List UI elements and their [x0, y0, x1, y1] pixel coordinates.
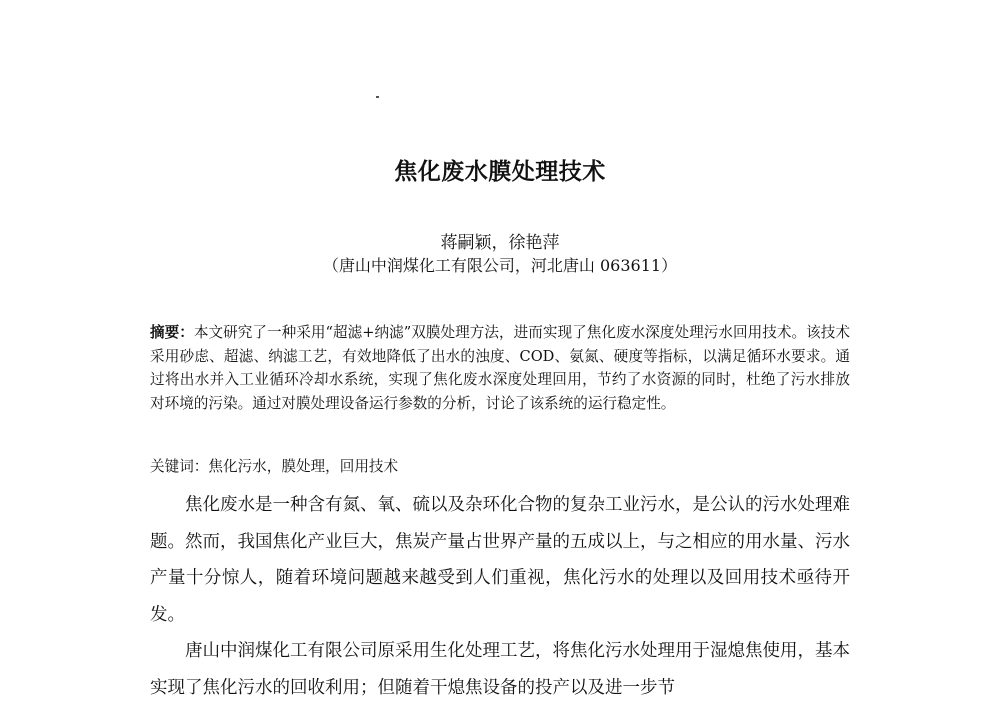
body-text — [150, 487, 850, 706]
author-list: 蒋嗣颖，徐艳萍 — [440, 233, 560, 253]
body-paragraph-2: 唐山中润煤化工有限公司原采用生化处理工艺，将焦化污水处理用于湿熄焦使用，基本实现了焦化污水的回收利用；但随着干熄焦设备的投产以及进一步节 — [150, 641, 850, 698]
body-paragraph-1: 焦化废水是一种含有氮、氧、硫以及杂环化合物的复杂工业污水，是公认的污水处理难题。然而，我国焦化产业巨大，焦炭产量占世界产量的五成以上，与之相应的用水量、污水产量十分惊人，随着环境问题越来越受到人们重视，焦化污水的处理以及回用技术亟待开发。 — [150, 495, 850, 625]
paper-title: 焦化废水膜处理技术 — [394, 159, 606, 185]
keywords-block — [150, 456, 850, 478]
scan-speck — [376, 96, 379, 98]
author-affiliation: （唐山中润煤化工有限公司，河北唐山 063611） — [322, 256, 678, 275]
keywords-label: 关键词： — [150, 458, 209, 475]
abstract-block — [150, 321, 850, 415]
keywords-text: 焦化污水，膜处理，回用技术 — [208, 458, 399, 475]
abstract-label: 摘要： — [150, 324, 194, 341]
abstract-text: 本文研究了一种采用“超滤+纳滤”双膜处理方法，进而实现了焦化废水深度处理污水回用技术。该技术采用砂虑、超滤、纳滤工艺，有效地降低了出水的浊度、COD、氨氮、硬度等指标，以满足循环水要求。通过将出水并入工业循环冷却水系统，实现了焦化废水深度处理回用，节约了水资源的同时，杜绝了污水排放对环境的污染。通过对膜处理设备运行参数的分析，讨论了该系统的运行稳定性。 — [150, 324, 850, 412]
